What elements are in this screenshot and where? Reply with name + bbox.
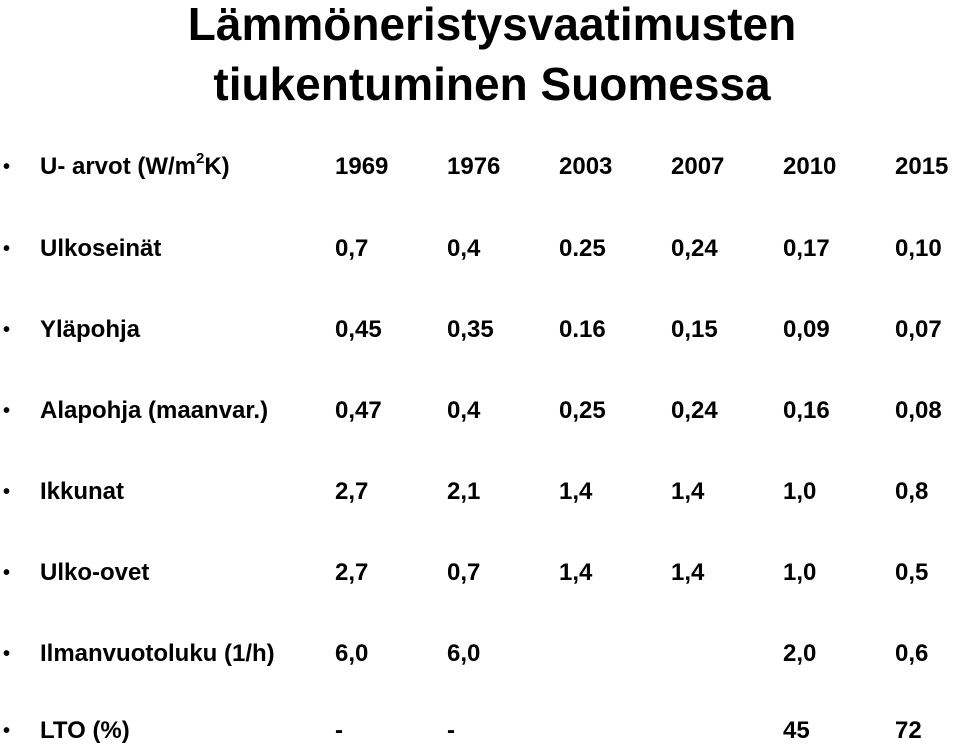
table-cell: 0,8 (895, 478, 929, 505)
table-cell: 2,7 (335, 478, 369, 505)
bullet: • (3, 720, 11, 742)
table-cell: 72 (895, 717, 922, 744)
table-cell: 0,24 (671, 235, 718, 262)
title-line-2: tiukentuminen Suomessa (213, 58, 771, 110)
year-header: 1976 (447, 153, 501, 180)
table-cell: 0,10 (895, 235, 942, 262)
table-cell: 0,15 (671, 316, 718, 343)
table-cell: 1,4 (559, 478, 593, 505)
header-label-suffix: K) (204, 153, 230, 180)
table-cell: 0,07 (895, 316, 942, 343)
table-cell: 0,7 (335, 235, 369, 262)
table-cell: 0,25 (559, 397, 606, 424)
year-header: 2010 (783, 153, 837, 180)
row-label: Ulkoseinät (40, 235, 162, 262)
table-cell: 1,4 (671, 478, 705, 505)
table-cell: 1,4 (671, 559, 705, 586)
table-row (0, 711, 960, 751)
table-cell: 0,17 (783, 235, 830, 262)
table-row (0, 553, 960, 593)
row-label: Yläpohja (40, 316, 141, 343)
header-label-prefix: U- arvot (W/m (40, 153, 196, 180)
table-cell: 1,0 (783, 478, 817, 505)
table-cell: 0,6 (895, 640, 929, 667)
year-header: 2007 (671, 153, 725, 180)
table-cell: 2,7 (335, 559, 369, 586)
table-cell: 0.16 (559, 316, 606, 343)
year-header: 2015 (895, 153, 949, 180)
table-cell: 0,16 (783, 397, 830, 424)
table-cell: 0,7 (447, 559, 481, 586)
bullet: • (3, 481, 11, 503)
table-cell: 0,09 (783, 316, 830, 343)
row-label: Ikkunat (40, 478, 125, 505)
header-label-superscript: 2 (196, 150, 205, 167)
table-header-row (0, 147, 960, 187)
row-label: Ulko-ovet (40, 559, 150, 586)
bullet: • (3, 238, 11, 260)
table-row (0, 229, 960, 269)
table-cell: 1,0 (783, 559, 817, 586)
bullet: • (3, 400, 11, 422)
table-cell: 0,5 (895, 559, 929, 586)
table-cell: 0,08 (895, 397, 942, 424)
title-line-1: Lämmöneristysvaatimusten (187, 0, 797, 50)
table-cell: - (335, 717, 343, 744)
table-row (0, 391, 960, 431)
table-cell: 0,45 (335, 316, 382, 343)
table-row (0, 634, 960, 674)
table-cell: 6,0 (447, 640, 481, 667)
table-cell: 0,24 (671, 397, 718, 424)
bullet: • (3, 643, 11, 665)
row-label: Alapohja (maanvar.) (40, 397, 269, 424)
table-cell: 45 (783, 717, 810, 744)
table-cell: 1,4 (559, 559, 593, 586)
table-row (0, 472, 960, 512)
table-cell: 0,4 (447, 397, 481, 424)
table-cell: 0.25 (559, 235, 606, 262)
table-cell: - (447, 717, 455, 744)
table-cell: 2,1 (447, 478, 481, 505)
table-cell: 2,0 (783, 640, 817, 667)
table-cell: 6,0 (335, 640, 369, 667)
row-label: LTO (%) (40, 717, 130, 744)
bullet: • (3, 319, 11, 341)
page-title (0, 0, 960, 114)
row-label: Ilmanvuotoluku (1/h) (40, 640, 275, 667)
table-cell: 0,4 (447, 235, 481, 262)
year-header: 1969 (335, 153, 389, 180)
table-cell: 0,47 (335, 397, 382, 424)
bullet: • (3, 562, 11, 584)
header-label (40, 147, 230, 187)
table-row (0, 310, 960, 350)
year-header: 2003 (559, 153, 613, 180)
table-cell: 0,35 (447, 316, 494, 343)
bullet: • (3, 156, 11, 178)
